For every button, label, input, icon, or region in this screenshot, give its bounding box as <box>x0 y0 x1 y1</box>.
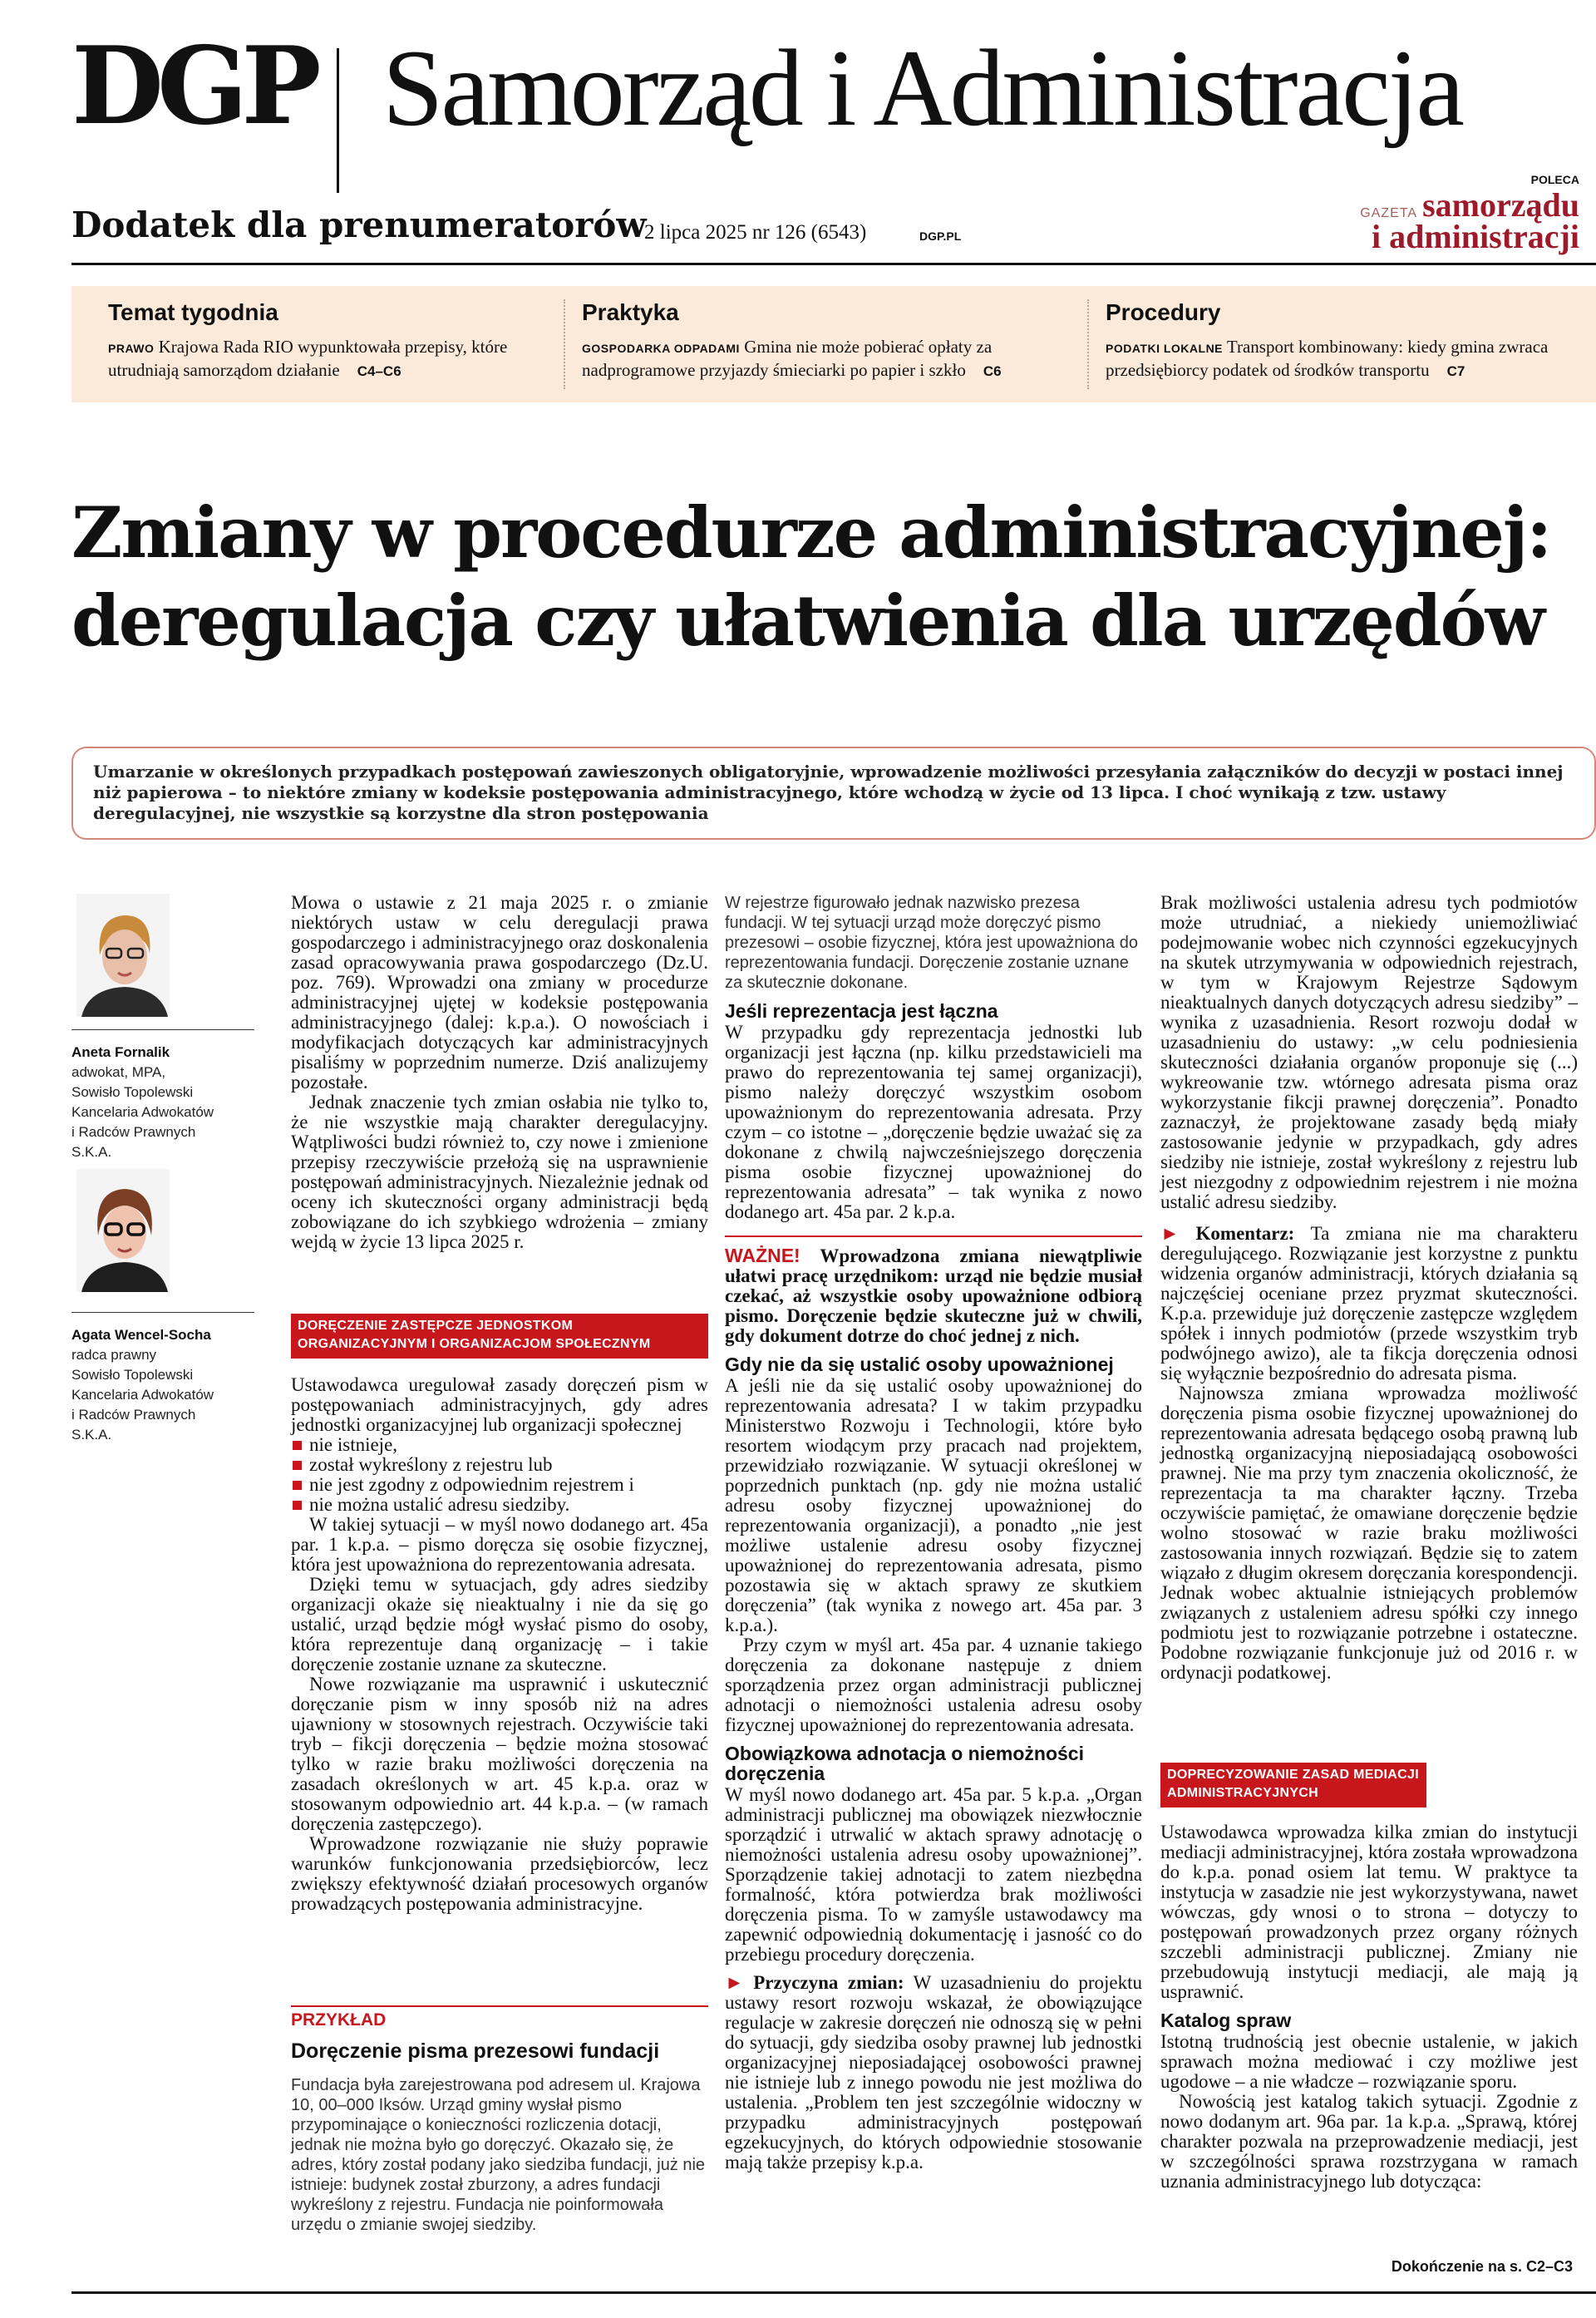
supplement-label: Dodatek dla prenumeratorów <box>71 205 647 245</box>
example-rule <box>291 2005 708 2007</box>
paragraph: Ustawodawca uregulował zasady doręczeń pism w postępowaniach administracyjnych, gdy adres jednostki organizacyjnej lub organizacji społecznej <box>291 1374 708 1435</box>
teaser-text <box>108 336 552 382</box>
recommends-label: POLECA <box>1530 173 1579 186</box>
teaser-title: Temat tygodnia <box>108 299 278 325</box>
list-item: nie jest zgodny z odpowiednim rejestrem i <box>291 1475 708 1495</box>
teaser-2[interactable] <box>545 286 1044 402</box>
article-column-1 <box>291 893 708 1252</box>
headline-line1: Zmiany w procedurze administracyjnej: <box>71 491 1551 574</box>
author-firm: Kancelaria Adwokatów <box>71 1387 214 1403</box>
teaser-1[interactable] <box>71 286 552 402</box>
teaser-body: Krajowa Rada RIO wypunktowała przepisy, które utrudniają samorządom działanie <box>108 337 508 380</box>
article-column-1b <box>291 1375 708 1914</box>
brand-divider <box>337 48 339 193</box>
comment-label: Komentarz: <box>1195 1223 1295 1244</box>
paragraph: W takiej sytuacji – w myśl nowo dodanego art. 45a par. 1 k.p.a. – pismo doręcza się osobie fizycznej, która jest upoważniona do reprezentowania adresata. <box>291 1514 708 1575</box>
section-bar: DORĘCZENIE ZASTĘPCZE JEDNOSTKOM ORGANIZACYJNYM I ORGANIZACJOM SPOŁECZNYM <box>291 1314 708 1359</box>
article-column-2 <box>725 893 1142 2173</box>
author-firm: i Radców Prawnych <box>71 1407 196 1423</box>
headline <box>71 489 1568 665</box>
teaser-kicker: GOSPODARKA ODPADAMI <box>582 342 740 355</box>
paragraph: W przypadku gdy reprezentacja jednostki lub organizacji jest łączna (np. kilku przedstawicieli ma prawo do reprezentowania tej samej organizacji), pismo należy doręczyć wszystkim osobom upoważnionym do reprezentowania adresata. Przy czym – co istotne – „doręczenie będzie uważać się za dokonane z chwilą najwcześniejszego doręczenia pisma osobie fizycznej upoważnionej do reprezentowania adresata” – tak wynika z nowo dodanego art. 45a par. 2 k.p.a. <box>725 1022 1142 1222</box>
example-title: Doręczenie pisma prezesowi fundacji <box>291 2039 660 2063</box>
teaser-kicker: PRAWO <box>108 342 155 355</box>
teaser-body: Gmina nie może pobierać opłaty za nadprogramowe przyjazdy śmieciarki po papier i szkło <box>582 337 993 380</box>
warning-rule <box>725 1235 1142 1237</box>
article-column-3 <box>1160 893 1578 1683</box>
author-photo-2 <box>76 1169 170 1292</box>
author-name: Aneta Fornalik <box>71 1044 170 1060</box>
author-firm: S.K.A. <box>71 1144 112 1160</box>
author-card-2 <box>71 1325 254 1445</box>
arrow-icon: ► <box>725 1972 744 1993</box>
teaser-text <box>582 336 1044 382</box>
promo-small: GAZETA <box>1360 205 1418 220</box>
example-label: PRZYKŁAD <box>291 2010 387 2029</box>
footer-rule <box>71 2291 1596 2294</box>
teaser-body: Transport kombinowany: kiedy gmina zwraca przedsiębiorcy podatek od środków transportu <box>1106 337 1549 380</box>
avatar <box>76 894 170 1017</box>
site-label: DGP.PL <box>919 229 962 243</box>
teaser-text <box>1106 336 1596 382</box>
arrow-icon: ► <box>1160 1223 1180 1244</box>
comment-text: Ta zmiana nie ma charakteru deregulującego. Rozwiązanie jest korzystne z punktu widzenia organów administracji, których działania są najczęściej oceniane przez pryzmat skuteczności. K.p.a. przewiduje już doręczenie zastępcze względem spółek i innych podmiotów (przede wszystkim tryb podwójnego awizo), ale ta fikcja doręczenia odnosi się wyłącznie bezpośrednio do adresata pisma. <box>1160 1223 1578 1383</box>
author-firm: S.K.A. <box>71 1427 112 1443</box>
author-role: adwokat, MPA, <box>71 1064 166 1080</box>
author-firm: i Radców Prawnych <box>71 1124 196 1140</box>
article-column-3b <box>1160 1822 1578 2192</box>
paragraph: Nowe rozwiązanie ma usprawnić i uskutecznić doręczanie pism w inny sposób niż na adres ujawniony w stosownych rejestrach. Oczywiście taki tryb – fikcji doręczenia – będzie można stosować tylko w razie braku możliwości doręczenia na zasadach określonych w art. 45 k.p.a. oraz w stosowanym odpowiednio art. 44 k.p.a. – (w ramach doręczenia zastępczego). <box>291 1674 708 1834</box>
teaser-kicker: PODATKI LOKALNE <box>1106 342 1224 355</box>
subheading: Jeśli reprezentacja jest łączna <box>725 1000 998 1022</box>
author-photo-1 <box>76 894 170 1017</box>
promo-logo <box>1330 186 1579 255</box>
promo-line2: i administracji <box>1372 218 1579 255</box>
teaser-title: Procedury <box>1106 299 1221 325</box>
subheading: Gdy nie da się ustalić osoby upoważnionej <box>725 1354 1114 1375</box>
issue-info: 2 lipca 2025 nr 126 (6543) <box>644 221 867 244</box>
teaser-3[interactable] <box>1069 286 1596 402</box>
paragraph: Najnowsza zmiana wprowadza możliwość doręczenia pisma osobie fizycznej upoważnionej do reprezentowania adresata będącego osobą prawną lub jednostką organizacyjną nieposiadającą osobowości prawnej. Nie ma przy tym znaczenia okoliczność, że reprezentacja ta ma charakter łączny. Trzeba oczywiście pamiętać, że omawiane doręczenie będzie wolno stosować w razie braku możliwości zastosowania innych rozwiązań. Będzie się to zatem wiązało z długim okresem doręczania korespondencji. Jednak wobec aktualnie istniejących problemów związanych z ustaleniem adresu spółki czy innego podmiotu jest to rozwiązanie potrzebne i ostateczne. Podobne rozwiązanie funkcjonuje już od 2016 r. w ordynacji podatkowej. <box>1160 1383 1578 1683</box>
masthead-rule <box>71 263 1596 265</box>
list-item: nie istnieje, <box>291 1435 708 1455</box>
teaser-title: Praktyka <box>582 299 679 325</box>
avatar <box>76 1169 170 1292</box>
author-firm: Sowisło Topolewski <box>71 1367 194 1383</box>
example-text: Fundacja była zarejestrowana pod adresem ul. Krajowa 10, 00–000 Iksów. Urząd gminy wysłał pismo przypominające o konieczności rozliczenia dotacji, jednak nie można było go doręczyć. Okazało się, że adres, który został podany jako siedziba fundacji, już nie istnieje: budynek został zburzony, a adres fundacji wykreślony z rejestru. Fundacja nie poinformowała urzędu o zmianie swojej siedziby. <box>291 2076 706 2234</box>
paragraph: W myśl nowo dodanego art. 45a par. 5 k.p.a. „Organ administracji publicznej ma obowiązek niezwłocznie sporządzić i utrwalić w aktach sprawy adnotację o niemożności ustalenia adresu osoby upoważnionej”. Sporządzenie takiej adnotacji to zatem niezbędna formalność, która potwierdza brak możliwości doręczenia pisma. To w zamyśle ustawodawcy ma zapewnić odpowiednią dokumentację i jasność co do przebiegu procedury doręczenia. <box>725 1784 1142 1965</box>
paragraph: Ustawodawca wprowadza kilka zmian do instytucji mediacji administracyjnej, która została wprowadzona do k.p.a. ponad osiem lat temu. W praktyce ta instytucja w zasadzie nie jest wykorzystywana, nawet wówczas, gdy wnosi o to strona – dotyczy to postępowań prowadzonych przez organy różnych szczebli administracji publicznej. Zmiany nie przebudowują instytucji mediacji, ale mają ją usprawnić. <box>1160 1822 1578 2002</box>
paragraph: Nowością jest katalog takich sytuacji. Zgodnie z nowo dodanym art. 96a par. 1a k.p.a. „Sprawą, której charakter pozwala na przeprowadzenie mediacji, jest w szczególności sprawa rozstrzygana w ramach uznania administracyjnego lub dotycząca: <box>1160 2091 1578 2192</box>
paragraph: Przy czym w myśl art. 45a par. 4 uznanie takiego doręczenia za dokonane następuje z dniem sporządzenia przez organ administracji publicznej adnotacji o niemożności ustalenia adresu osoby fizycznej upoważnionej do reprezentowania adresata. <box>725 1635 1142 1735</box>
list-item: nie można ustalić adresu siedziby. <box>291 1495 708 1515</box>
warning-label: WAŻNE! <box>725 1245 800 1266</box>
example-box <box>291 2010 708 2235</box>
reason-label: Przyczyna zmian: <box>753 1972 904 1993</box>
author-firm: Sowisło Topolewski <box>71 1084 194 1100</box>
warning-box <box>725 1245 1142 1346</box>
teaser-band <box>71 286 1596 402</box>
paragraph: Dzięki temu w sytuacjach, gdy adres siedziby organizacji okaże się nieaktualny i nie da się go ustalić, urząd będzie mógł wysłać pismo do osoby, która reprezentuje daną organizację – i takie doręczenie zostanie uznane za skuteczne. <box>291 1574 708 1674</box>
paragraph: Brak możliwości ustalenia adresu tych podmiotów może utrudniać, a niekiedy uniemożliwiać podejmowanie wobec nich czynności egzekucyjnych na skutek utrzymywania w odpowiednich rejestrach, w tym w Krajowym Rejestrze Sądowym nieaktualnych danych dotyczących adresu siedziby” – wynika z uzasadnienia. Resort rozwoju dodał w uzasadnieniu do ustawy: „w celu podniesienia skuteczności działania organów proponuje się (...) wykreowanie tzw. wtórnego adresata pisma oraz wykorzystanie fikcji prawnej doręczenia”. Ponadto zaznaczył, że projektowane zasady będą miały zastosowanie jedynie w przypadkach, gdy adres siedziby nie istnieje, został wykreślony z rejestru lub jest niezgodny z odpowiednim rejestrem i nie można ustalić adresu siedziby. <box>1160 892 1578 1212</box>
reason-paragraph <box>725 1973 1142 2173</box>
author-name: Agata Wencel-Socha <box>71 1327 211 1343</box>
author-rule <box>71 1029 254 1030</box>
continued-note[interactable]: Dokończenie na s. C2–C3 <box>1391 2258 1573 2275</box>
teaser-pages: C4–C6 <box>357 363 401 379</box>
paragraph: Jednak znaczenie tych zmian osłabia nie tylko to, że nie wszystkie mają charakter deregulacyjny. Wątpliwości budzi również to, czy nowe i zmienione przepisy rzeczywiście przełożą się na usprawnienie postępowań administracyjnych. Niezależnie jednak od oceny ich skuteczności organy administracji będą zobowiązane do ich szybkiego wdrożenia – zmiany wejdą w życie 13 lipca 2025 r. <box>291 1092 708 1252</box>
paragraph: Mowa o ustawie z 21 maja 2025 r. o zmianie niektórych ustaw w celu deregulacji prawa gospodarczego i administracyjnego oraz doskonalenia zasad opracowywania prawa gospodarczego (Dz.U. poz. 769). Wprowadzi ona zmiany w procedurze administracyjnej ujętej w kodeksie postępowania administracyjnego (dalej: k.p.a.). O nowościach i modyfikacjach dotyczących kar administracyjnych pisaliśmy w poprzednim numerze. Dziś analizujemy pozostałe. <box>291 892 708 1092</box>
author-role: radca prawny <box>71 1347 157 1363</box>
promo-line1: samorządu <box>1422 186 1579 224</box>
subheading: Obowiązkowa adnotacja o niemożności doręczenia <box>725 1743 1084 1784</box>
teaser-pages: C7 <box>1446 363 1465 379</box>
lead-box: Umarzanie w określonych przypadkach postępowań zawieszonych obligatoryjnie, wprowadzenie możliwości przesyłania załączników do decyzji w postaci innej niż papierowa – to niektóre zmiany w kodeksie postępowania administracyjnego, które wchodzą w życie od 13 lipca. I choć wynikają z tzw. ustawy deregulacyjnej, nie wszystkie są korzystne dla stron postępowania <box>71 747 1596 840</box>
bullet-list <box>291 1435 708 1515</box>
headline-line2: deregulacja czy ułatwienia dla urzędów <box>71 580 1544 662</box>
teaser-pages: C6 <box>983 363 1002 379</box>
author-firm: Kancelaria Adwokatów <box>71 1104 214 1120</box>
comment-paragraph <box>1160 1224 1578 1383</box>
paragraph: Wprowadzone rozwiązanie nie służy poprawie warunków funkcjonowania przedsiębiorców, lecz zwiększy efektywność działań procesowych organów prowadzących postępowania administracyjne. <box>291 1833 708 1914</box>
section-title: Samorząd i Administracja <box>382 27 1462 149</box>
author-rule <box>71 1312 254 1313</box>
brand-logo: DGP <box>71 24 315 149</box>
list-item: został wykreślony z rejestru lub <box>291 1455 708 1475</box>
subheading: Katalog spraw <box>1160 2010 1292 2031</box>
reason-text: W uzasadnieniu do projektu ustawy resort rozwoju wskazał, że obowiązujące regulacje w zakresie doręczeń nie odnoszą się w pełni do sytuacji, gdy siedziba osoby prawnej lub jednostki organizacyjnej nieposiadającej osobowości prawnej nie istnieje lub z innego powodu nie jest możliwa do ustalenia. „Problem ten jest szczególnie widoczny w przypadku administracyjnych postępowań egzekucyjnych, do których odpowiednie stosowanie mają także przepisy k.p.a. <box>725 1972 1142 2173</box>
section-bar: DOPRECYZOWANIE ZASAD MEDIACJI ADMINISTRACYJNYCH <box>1160 1763 1426 1808</box>
paragraph: A jeśli nie da się ustalić osoby upoważnionej do reprezentowania adresata? I w takim przypadku Ministerstwo Rozwoju i Technologii, które było resortem wiodącym przy pracach nad projektem, przewidziało rozwiązanie. W sytuacji określonej w poprzednich punktach (np. gdy nie można ustalić adresu osoby fizycznej upoważnionej do reprezentowania organizacji), a ponadto „nie jest możliwe ustalenie adresu osoby fizycznej upoważnionej do reprezentowania adresata, pismo pozostawia się w aktach sprawy ze skutkiem doręczenia” (tak wynika z nowego art. 45a par. 3 k.p.a.). <box>725 1375 1142 1635</box>
paragraph: Istotną trudnością jest obecnie ustalenie, w jakich sprawach można mediować i czy możliwe jest ugodowe – a nie władcze – rozwiązanie sporu. <box>1160 2031 1578 2092</box>
author-card-1 <box>71 1043 254 1162</box>
example-continued: W rejestrze figurowało jednak nazwisko prezesa fundacji. W tej sytuacji urząd może doręczyć pismo prezesowi – osobie fizycznej, która jest upoważniona do reprezentowania fundacji. Doręczenie zostanie uznane za skutecznie dokonane. <box>725 894 1138 992</box>
warning-text: Wprowadzona zmiana niewątpliwie ułatwi pracę urzędnikom: urząd nie będzie musiał czekać, aż wszystkie osoby upoważnione odbiorą pismo. Doręczenie będzie skuteczne już w chwili, gdy dokument dotrze do choć jednej z nich. <box>725 1245 1142 1346</box>
